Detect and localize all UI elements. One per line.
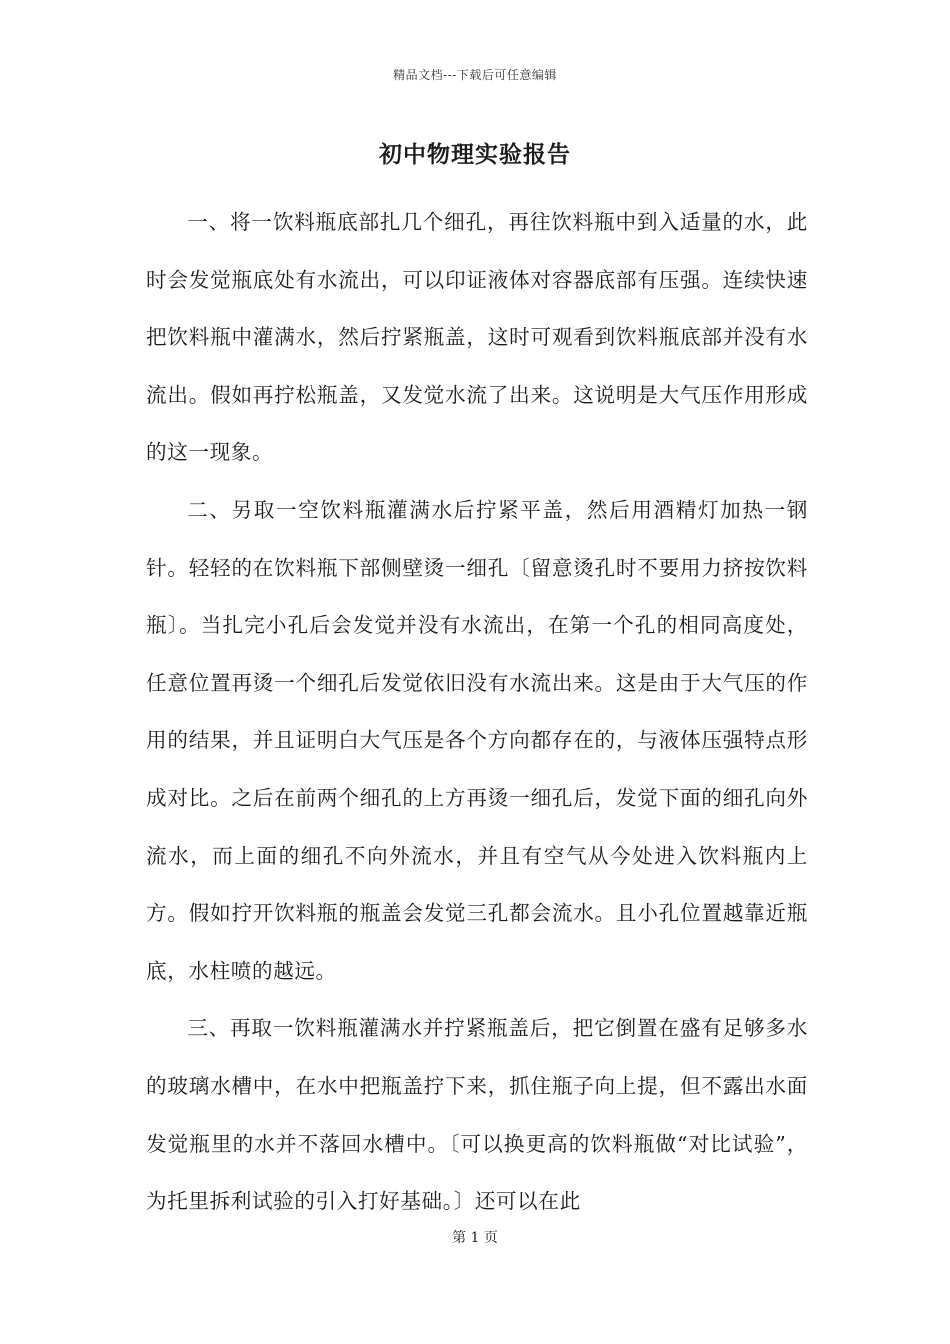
paragraph-1: 一、将一饮料瓶底部扎几个细孔，再往饮料瓶中到入适量的水，此时会发觉瓶底处有水流出，可以印证液体对容器底部有压强。连续快速把饮料瓶中灌满水，然后拧紧瓶盖，这时可观看到饮料瓶底部并没有水流出。假如再拧松瓶盖，又发觉水流了出来。这说明是大气压作用形成的这一现象。 bbox=[146, 210, 808, 465]
header-note: 精品文档---下载后可任意编辑 bbox=[393, 68, 557, 82]
paragraph-2: 二、另取一空饮料瓶灌满水后拧紧平盖，然后用酒精灯加热一钢针。轻轻的在饮料瓶下部侧壁烫一细孔〔留意烫孔时不要用力挤按饮料瓶〕。当扎完小孔后会发觉并没有水流出，在第一个孔的相同高度处，任意位置再烫一个细孔后发觉依旧没有水流出来。这是由于大气压的作用的结果，并且证明白大气压是各个方向都存在的，与液体压强特点形成对比。之后在前两个细孔的上方再烫一细孔后，发觉下面的细孔向外流水，而上面的细孔不向外流水，并且有空气从今处进入饮料瓶内上方。假如拧开饮料瓶的瓶盖会发觉三孔都会流水。且小孔位置越靠近瓶底，水柱喷的越远。 bbox=[146, 497, 808, 983]
document-body bbox=[146, 194, 808, 1231]
page-number: 第 1 页 bbox=[452, 1230, 498, 1246]
paragraph-3: 三、再取一饮料瓶灌满水并拧紧瓶盖后，把它倒置在盛有足够多水的玻璃水槽中，在水中把瓶盖拧下来，抓住瓶子向上提，但不露出水面发觉瓶里的水并不落回水槽中。〔可以换更高的饮料瓶做“对比试验”，为托里拆利试验的引入打好基础。〕还可以在此 bbox=[146, 1016, 808, 1214]
document-title: 初中物理实验报告 bbox=[379, 141, 571, 168]
